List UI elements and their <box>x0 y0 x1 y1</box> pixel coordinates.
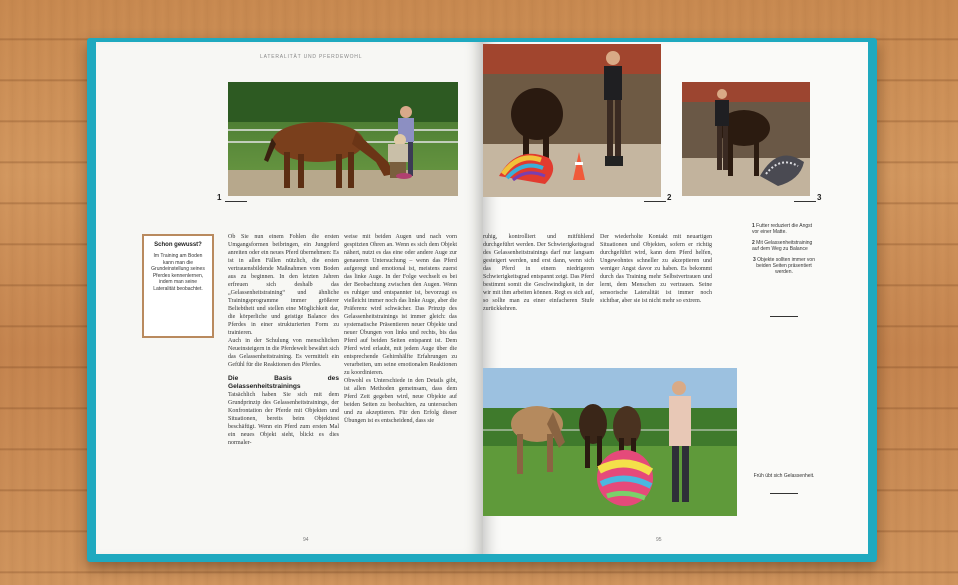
caption-text: Futter reduziert die Angst vor einer Matte. <box>752 223 813 236</box>
paragraph: Obwohl es Unterschiede in den Details gibt, ist allen Methoden gemeinsam, dass dem Pferd Zeit gegeben wird, neue Objekte auf beiden Seiten zu beobachten, zu untersuchen und zu akzeptieren. Für den Erfolg dieser Übungen ist es entscheidend, dass sie <box>344 378 457 424</box>
figure-rule <box>794 201 816 202</box>
caption-number: 3 <box>753 256 756 263</box>
paragraph: Der wiederholte Kontakt mit neuartigen Situationen und Objekten, sofern er richtig durchgeführt wird, kann dem Pferd helfen, Ungewohntes schneller zu akzeptieren und weniger Angst davor zu haben. Es bekommt durch das Training mehr Selbstvertrauen und lernt, dem Menschen zu vertrauen. Seine sensorische Lateralität ist immer noch sichtbar, aber sie ist nicht mehr so extrem. <box>600 234 712 304</box>
figure-captions <box>752 223 816 280</box>
caption-text: Mit Gelassenheitstraining auf dem Weg zu Balance <box>752 239 813 253</box>
info-box-text: Im Training am Boden kann man die Grundeinstellung seines Pferdes kennenlernen, indem man seine Lateralität beobachtet. <box>151 253 205 292</box>
figure-rule <box>225 201 247 202</box>
page-number-left: 94 <box>303 537 309 543</box>
paragraph: Auch in der Schulung von menschlichen Neueinsteigern in die Pferdewelt bewährt sich das Gelassenheitstraining. Es vermittelt ein Gefühl für die Reaktionen des Pferdes. <box>228 338 339 368</box>
caption-rule <box>770 316 798 317</box>
figure-number-1: 1 <box>217 193 222 202</box>
figure-number-2: 2 <box>667 193 672 202</box>
photo-umbrella-training <box>483 44 661 197</box>
right-text-column-2 <box>600 233 712 343</box>
bottom-caption: Früh übt sich Gelassenheit. <box>753 473 815 479</box>
info-box <box>142 234 214 338</box>
section-heading: Die Basis des Gelassenheitstrainings <box>228 375 339 390</box>
photo-horses-with-ball <box>483 368 737 516</box>
caption-number: 2 <box>752 239 755 246</box>
paragraph: weise mit beiden Augen und nach vorn gespitzten Ohren an. Wenn es sich dem Objekt nähert, nutzt es das eine oder andere Auge zur genaueren Untersuchung – wenn das Pferd aufgeregt und emotional ist, meistens zuerst das linke Auge. In der Folge wechselt es bei der Beobachtung zwischen den Augen. Wenn es ruhiger und entspannter ist, bevorzugt es vielleicht immer noch das linke Auge, aber die Präferenz wird schwächer. Das Prinzip des Gelassenheitstrainings ist immer gleich: das systematische Präsentieren neuer Objekte und neuer Übungen von links und rechts, bis das Pferd auf beiden Seiten entspannt ist. Dem Pferd wird erlaubt, mit jedem Auge über die entsprechende Gehirnhälfte Erfahrungen zu verarbeiten, um seine emotionalen Reaktionen zu koordinieren. <box>344 234 457 376</box>
caption-rule <box>770 493 798 494</box>
photo-horse-feeding <box>228 82 458 196</box>
left-text-column-2 <box>344 233 457 523</box>
caption-number: 1 <box>752 223 755 229</box>
paragraph: Tatsächlich haben Sie sich mit dem Grundprinzip des Gelassenheitstrainings, der Konfrontation der Pferde mit Objekten und Situationen, bereits beim Objekttest beschäftigt. Wenn ein Pferd zum ersten Mal ein neues Objekt sieht, blickt es dies normaler- <box>228 392 339 446</box>
figure-number-3: 3 <box>817 193 822 202</box>
page-number-right: 95 <box>656 537 662 543</box>
right-text-column-1 <box>483 233 594 343</box>
paragraph: ruhig, kontrolliert und mitfühlend durchgeführt werden. Der Schwierigkeitsgrad des Gelassenheitstrainings darf nur langsam gesteigert werden, und erst dann, wenn sich das Pferd in einem niedrigeren Schwierigkeitsgrad entspannt zeigt. Das Pferd bestimmt somit die Geschwindigkeit, in der wir mit ihm arbeiten können. Regt es sich auf, so sollte man zu einer einfacheren Stufe zurückkehren. <box>483 234 594 312</box>
running-header: LATERALITÄT UND PFERDEWOHL <box>260 54 363 60</box>
left-text-column-1 <box>228 233 339 523</box>
caption-item-3 <box>752 257 816 276</box>
paragraph: Ob Sie nun einem Fohlen die ersten Umgangsformen beibringen, ein Jungpferd anreiten oder ein neues Pferd übernehmen: Es ist in allen Fällen nützlich, die ersten vertrauensbildende Maßnahmen vom Boden aus zu beginnen. In den letzten Jahren erfreuen sich deshalb das „Gelassenheitstraining“ und ähnliche Trainingsprogramme immer größerer Beliebtheit und stellen eine Möglichkeit dar, die körperliche und geistige Balance des Pferdes in einer strukturierten Form zu trainieren. <box>228 234 339 336</box>
figure-rule <box>644 201 666 202</box>
caption-text: Objekte sollten immer von beiden Seiten präsentiert werden. <box>756 256 815 276</box>
caption-item-2 <box>752 240 816 253</box>
photo-umbrella-other-side <box>682 82 810 196</box>
info-box-title: Schon gewusst? <box>154 242 202 248</box>
caption-item-1 <box>752 223 816 236</box>
